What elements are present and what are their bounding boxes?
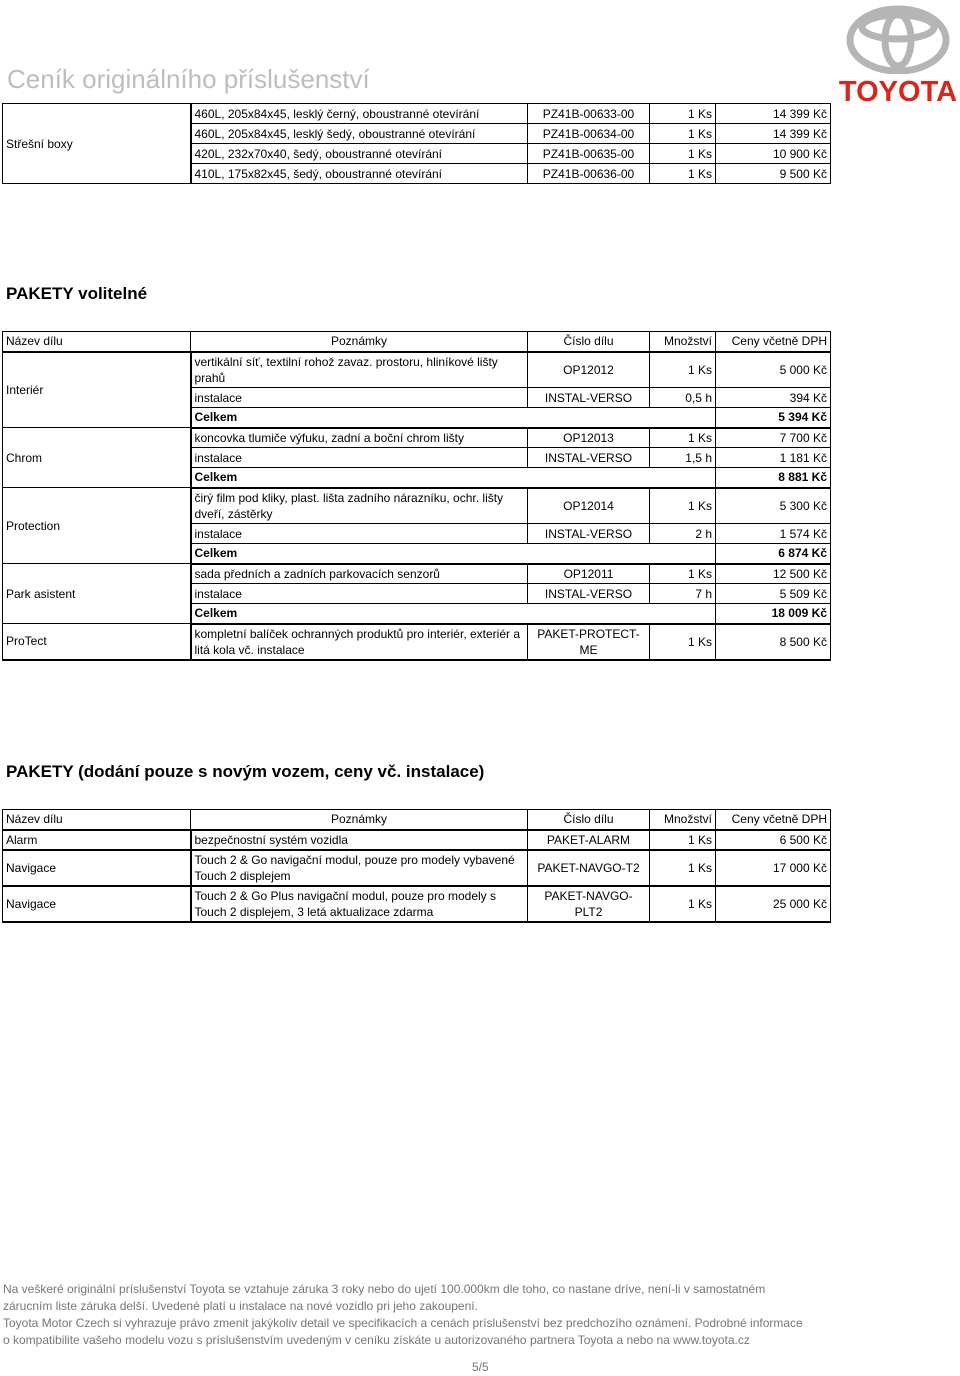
table-row: Střešní boxy 460L, 205x84x45, lesklý černý, oboustranné otevírání PZ41B-00633-00 1 Ks 14 399 Kč xyxy=(3,104,831,124)
section-title-new-car: PAKETY (dodání pouze s novým vozem, ceny vč. instalace) xyxy=(6,762,485,781)
group-name: Interiér xyxy=(3,352,191,428)
page-title: Ceník originálního příslušenství xyxy=(7,64,370,94)
total-row: Celkem 8 881 Kč xyxy=(3,468,831,488)
table-row: 410L, 175x82x45, šedý, oboustranné otevírání PZ41B-00636-00 1 Ks 9 500 Kč xyxy=(3,164,831,184)
total-row: Celkem 6 874 Kč xyxy=(3,544,831,564)
table-row: 460L, 205x84x45, lesklý šedý, oboustranné otevírání PZ41B-00634-00 1 Ks 14 399 Kč xyxy=(3,124,831,144)
optional-packages-table xyxy=(2,331,831,661)
table-row: instalace INSTAL-VERSO 0,5 h 394 Kč xyxy=(3,388,831,408)
section-title-optional: PAKETY volitelné xyxy=(6,284,148,303)
table-row: Alarm bezpečnostní systém vozidla PAKET-ALARM 1 Ks 6 500 Kč xyxy=(3,830,831,850)
table-row: Protection čirý film pod kliky, plast. lišta zadního nárazníku, ochr. lišty dveří, zástěrky OP12014 1 Ks 5 300 Kč xyxy=(3,488,831,524)
toyota-logo xyxy=(836,4,960,108)
table-row: Interiér vertikální síť, textilní rohož zavaz. prostoru, hliníkové lišty prahů OP12012 1 Ks 5 000 Kč xyxy=(3,352,831,388)
footer-line: zárucním liste záruka delší. Uvedené platí u instalace na nové vozidlo pri jeho zakoupení. xyxy=(3,1299,478,1313)
table-row: Chrom koncovka tlumiče výfuku, zadní a boční chrom lišty OP12013 1 Ks 7 700 Kč xyxy=(3,428,831,448)
page-number: 5/5 xyxy=(472,1360,489,1374)
table-header: Název dílu Poznámky Číslo dílu Množství Ceny včetně DPH xyxy=(3,810,831,830)
table-row: instalace INSTAL-VERSO 7 h 5 509 Kč xyxy=(3,584,831,604)
total-row: Celkem 18 009 Kč xyxy=(3,604,831,624)
footer-line: Na veškeré originální príslušenství Toyota se vztahuje záruka 3 roky nebo do ujetí 100.000km dle toho, co nastane dríve, není-li v samostatném xyxy=(3,1282,766,1296)
toyota-wordmark: TOYOTA xyxy=(838,76,958,108)
table-row: Navigace Touch 2 & Go Plus navigační modul, pouze pro modely s Touch 2 displejem, 3 letá aktualizace zdarma PAKET-NAVGO-PLT2 1 Ks 25 000 Kč xyxy=(3,886,831,922)
table-row: Navigace Touch 2 & Go navigační modul, pouze pro modely vybavené Touch 2 displejem PAKET-NAVGO-T2 1 Ks 17 000 Kč xyxy=(3,850,831,886)
table-row: 420L, 232x70x40, šedý, oboustranné otevírání PZ41B-00635-00 1 Ks 10 900 Kč xyxy=(3,144,831,164)
roof-boxes-table xyxy=(2,103,831,184)
group-name: Střešní boxy xyxy=(3,104,191,184)
new-car-packages-table xyxy=(2,809,831,923)
table-header: Název dílu Poznámky Číslo dílu Množství Ceny včetně DPH xyxy=(3,332,831,352)
table-row: Park asistent sada předních a zadních parkovacích senzorů OP12011 1 Ks 12 500 Kč xyxy=(3,564,831,584)
table-row: instalace INSTAL-VERSO 1,5 h 1 181 Kč xyxy=(3,448,831,468)
footer-line: o kompatibilite vašeho modelu vozu s príslušenstvím uvedeným v ceníku získáte u autorizovaného partnera Toyota a nebo na www.toyota.cz xyxy=(3,1333,750,1347)
table-row: instalace INSTAL-VERSO 2 h 1 574 Kč xyxy=(3,524,831,544)
group-name: ProTect xyxy=(3,624,191,660)
total-row: Celkem 5 394 Kč xyxy=(3,408,831,428)
group-name: Protection xyxy=(3,488,191,564)
group-name: Chrom xyxy=(3,428,191,488)
footer-line: Toyota Motor Czech si vyhrazuje právo zmenit jakýkoliv detail ve specifikacích a cenách príslušenství bez predchozího oznámení. Podrobné informace xyxy=(3,1316,803,1330)
table-row: ProTect kompletní balíček ochranných produktů pro interiér, exteriér a litá kola vč. instalace PAKET-PROTECT-ME 1 Ks 8 500 Kč xyxy=(3,624,831,660)
group-name: Park asistent xyxy=(3,564,191,624)
